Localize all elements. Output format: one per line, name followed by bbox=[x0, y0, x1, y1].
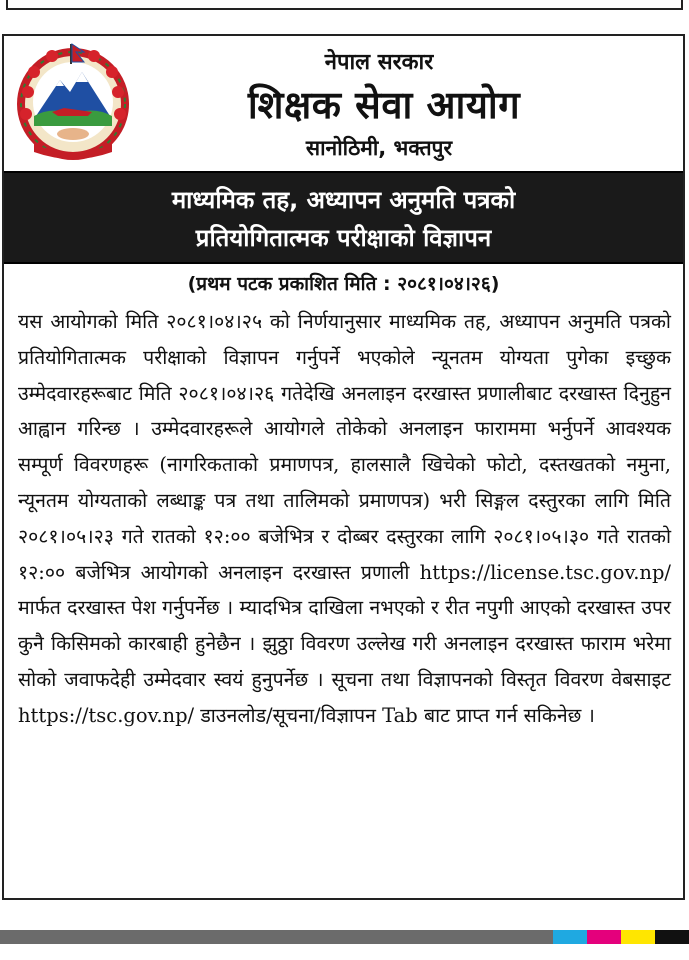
notice-header bbox=[4, 36, 683, 171]
advertisement-notice bbox=[2, 34, 685, 900]
heading-line-2: प्रतियोगितात्मक परीक्षाको विज्ञापन bbox=[195, 224, 492, 252]
commission-address: सानोठिमी, भक्तपुर bbox=[305, 136, 453, 160]
previous-notice-edge bbox=[6, 0, 683, 10]
heading-line-1: माध्यमिक तह, अध्यापन अनुमति पत्रको bbox=[171, 186, 516, 214]
yellow-registration-swatch bbox=[621, 930, 655, 944]
cyan-registration-swatch bbox=[553, 930, 587, 944]
notice-heading-banner bbox=[4, 171, 683, 264]
commission-title: शिक्षक सेवा आयोग bbox=[247, 83, 521, 127]
black-registration-swatch bbox=[655, 930, 689, 944]
nepal-emblem-icon bbox=[12, 42, 134, 164]
notice-body: यस आयोगको मिति २०८१।०४।२५ को निर्णयानुसार माध्यमिक तह, अध्यापन अनुमति पत्रको प्रतियोगितात्मक परीक्षाको विज्ञापन गर्नुपर्ने भएकोले न्यूनतम योग्यता पुगेका इच्छुक उम्मेदवारहरूबाट मिति २०८१।०४।२६ गतेदेखि अनलाइन दरखास्त प्रणालीबाट दरखास्त दिनुहुन आह्वान गरिन्छ । उम्मेदवारहरूले आयोगले तोकेको अनलाइन फाराममा भर्नुपर्ने आवश्यक सम्पूर्ण विवरणहरू (नागरिकताको प्रमाणपत्र, हालसालै खिचेको फोटो, दस्तखतको नमुना, न्यूनतम योग्यताको लब्धाङ्क पत्र तथा तालिमको प्रमाणपत्र) भरी सिङ्गल दस्तुरका लागि मिति २०८१।०५।२३ गते रातको १२:०० बजेभित्र र दोब्बर दस्तुरका लागि २०८१।०५।३० गते रातको १२:०० बजेभित्र आयोगको अनलाइन दरखास्त प्रणाली https://license.tsc.gov.np/ मार्फत दरखास्त पेश गर्नुपर्नेछ । म्यादभित्र दाखिला नभएको र रीत नपुगी आएको दरखास्त उपर कुनै किसिमको कारबाही हुनेछैन । झुठ्ठा विवरण उल्लेख गरी अनलाइन दरखास्त फाराम भरेमा सोको जवाफदेही उम्मेदवार स्वयं हुनुपर्नेछ । सूचना तथा विज्ञापनको विस्तृत विवरण वेबसाइट https://tsc.gov.np/ डाउनलोड/सूचना/विज्ञापन Tab बाट प्राप्त गर्न सकिनेछ । bbox=[18, 310, 671, 727]
magenta-registration-swatch bbox=[587, 930, 621, 944]
publication-date: (प्रथम पटक प्रकाशित मिति : २०८१।०४।२६) bbox=[187, 273, 500, 295]
government-label: नेपाल सरकार bbox=[324, 50, 434, 75]
